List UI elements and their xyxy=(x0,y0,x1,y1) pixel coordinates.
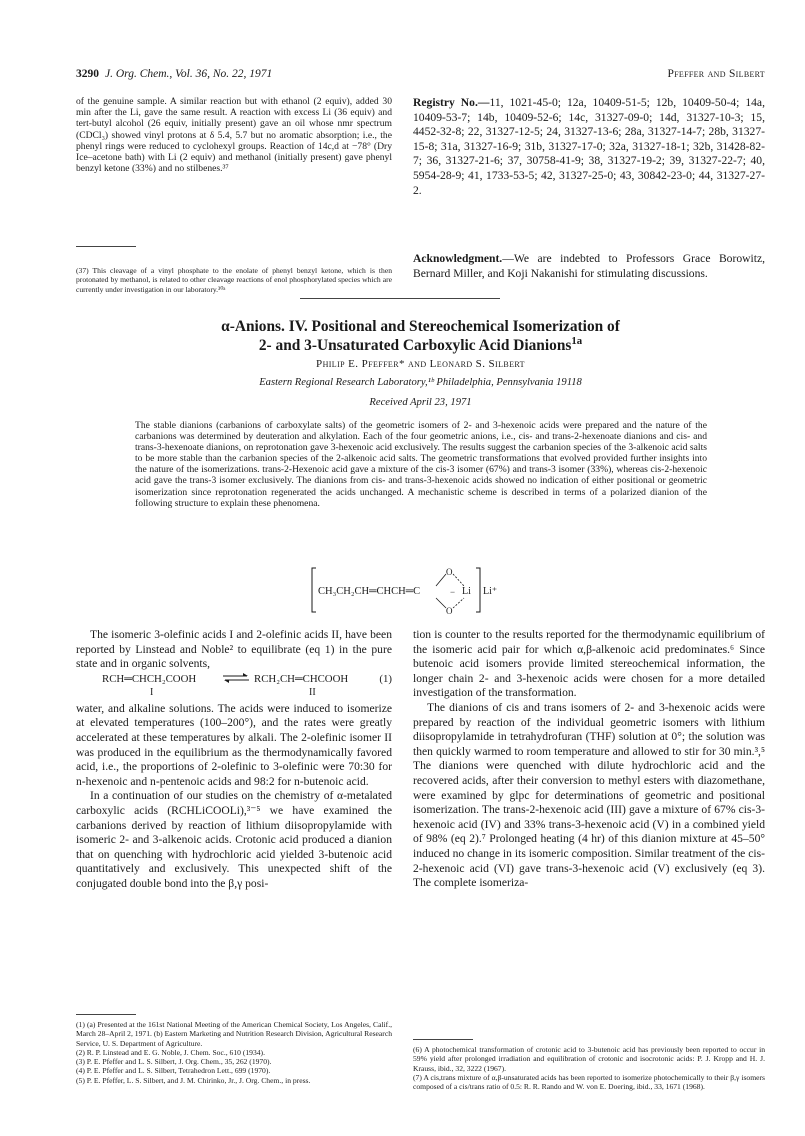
article-authors: Philip E. Pfeffer* and Leonard S. Silbert xyxy=(316,358,525,370)
running-authors: Pfeffer and Silbert xyxy=(667,68,765,80)
registry-text: 11, 1021-45-0; 12a, 10409-51-5; 12b, 10409-50-4; 14a, 10409-53-7; 14b, 10409-52-6; 14c, 31327-09-0; 14d, 31327-10-3; 15, 4452-32-8; 22, 31327-12-5; 24, 31327-13-6; 28a, 31327-14-7; 28b, 31327-15-8; 31a, 31327-16-9; 31b, 31327-17-0; 32a, 31327-18-1; 32b, 31428-82-7; 36, 31327-21-6; 37, 30758-41-9; 38, 31327-19-2; 39, 31327-22-7; 40, 5954-28-9; 41, 1733-53-5; 42, 31327-25-0; 43, 30842-23-0; 44, 31327-27-2. xyxy=(413,96,765,197)
structure-minus: − xyxy=(450,587,456,597)
footnote: (5) P. E. Pfeffer, L. S. Silbert, and J. M. Chirinko, Jr., J. Org. Chem., in press. xyxy=(76,1075,311,1085)
body-paragraph: The isomeric 3-olefinic acids I and 2-olefinic acids II, have been reported by Linstead and Noble² to equilibrate (eq 1) in the pure state and in organic solvents, xyxy=(76,628,392,671)
title-line-1: α-Anions. IV. Positional and Stereochemical Isomerization of xyxy=(221,318,620,335)
bond-o-li-top xyxy=(453,574,464,586)
right-bracket xyxy=(476,568,480,612)
equation-label-i: I xyxy=(150,686,154,698)
running-header xyxy=(76,68,765,84)
title-footnote-mark: 1a xyxy=(571,334,583,347)
footnote-rule xyxy=(76,1014,136,1015)
footnote: (4) P. E. Pfeffer and L. S. Silbert, Tetrahedron Lett., 699 (1970). xyxy=(76,1066,271,1076)
body-paragraph: tion is counter to the results reported for the thermodynamic equilibrium of the isomeric acid pair for which α,β-alkenoic acid predominates.⁶ Since butenoic acid isomers provide limited stereochemical information, the longer chain 2- and 3-hexenoic acids were chosen for a more detailed investigation of the transformation. xyxy=(413,628,765,700)
bond-o-li-bottom xyxy=(453,598,464,608)
article-separator xyxy=(300,298,500,299)
footnote: (6) A photochemical transformation of crotonic acid to 3-butenoic acid has previously been reported to occur in 59% yield after prolonged irradiation and equilibration of crotonic and isocrotonic acids: P. J. Kropp and H. J. Krauss, ibid., 32, 3222 (1967). xyxy=(413,1045,765,1073)
left-bracket xyxy=(312,568,316,612)
page-number: 3290 xyxy=(76,68,99,80)
article-title xyxy=(76,317,765,355)
structure-oxygen-top: O xyxy=(446,567,453,577)
ack-label: Acknowledgment. xyxy=(413,252,503,265)
registry-numbers xyxy=(413,96,765,198)
structure-lithium-outer: Li⁺ xyxy=(483,586,498,597)
footnote: (2) R. P. Linstead and E. G. Noble, J. Chem. Soc., 610 (1934). xyxy=(76,1047,265,1057)
affiliation: Eastern Regional Research Laboratory,¹ᵇ Philadelphia, Pennsylvania 19118 xyxy=(259,377,582,388)
equation-1 xyxy=(76,672,392,702)
body-right-column xyxy=(413,628,765,891)
footnotes-right xyxy=(413,1045,765,1091)
header-left xyxy=(76,68,272,80)
equation-rhs: RCH₂CH═CHCOOH xyxy=(254,672,349,685)
bond-c-o-bottom xyxy=(436,598,446,608)
previous-article-text: of the genuine sample. A similar reaction but with ethanol (2 equiv), added 30 min after the Li, gave the same result. A reaction with excess Li (36 equiv) and tert-butyl alcohol (26 equiv, initially present) gave an oil whose nmr spectrum (CDCl₃) showed vinyl protons at δ 5.4, 5.7 but no aromatic absorption; i.e., the phenyl rings were reduced to cyclohexyl groups. Reaction of 14c,d at −78° (Dry Ice–acetone bath) with Li (2 equiv) and methanol (initially present) gave phenyl benzyl ketone (33%) and no stilbenes.³⁷ xyxy=(76,96,392,175)
registry-label: Registry No.— xyxy=(413,96,490,109)
footnote-rule xyxy=(76,246,136,247)
bond-c-o-top xyxy=(436,574,446,586)
received-date: Received April 23, 1971 xyxy=(369,397,472,408)
journal-citation: J. Org. Chem., Vol. 36, No. 22, 1971 xyxy=(105,68,273,80)
title-line-2: 2- and 3-Unsaturated Carboxylic Acid Dianions xyxy=(258,337,572,354)
body-paragraph: The dianions of cis and trans isomers of 2- and 3-hexenoic acids were prepared by reaction of the individual geometric isomers with lithium diisopropylamide in tetrahydrofuran (THF) solution at 0°; the solution was then quickly warmed to room temperature and allowed to stir for 30 min.³,⁵ The dianions were quenched with dilute hydrochloric acid and the recovered acids, after their conversion to methyl esters with diazomethane, were examined by glpc for determinations of geometric and positional isomerization. The trans-2-hexenoic acid (III) gave a mixture of 67% cis-3-hexenoic acid (IV) and 33% trans-3-hexenoic acid (V) in a combined yield of 98% (eq 2).⁷ Prolonged heating (4 hr) of this dianion mixture at 45–50° induced no change in its isomeric composition. Similar treatment of the cis-2-hexenoic acid (VI) gave trans-3-hexenoic acid (V) exclusively (eq 3). The complete isomeriza- xyxy=(413,700,765,890)
footnote: (3) P. E. Pfeffer and L. S. Silbert, J. Org. Chem., 35, 262 (1970). xyxy=(76,1057,272,1067)
body-paragraph: In a continuation of our studies on the chemistry of α-metalated carboxylic acids (RCHLiCOOLi),³⁻⁵ we have examined the carbanions derived by reaction of lithium diisopropylamide with isomeric 2- and 3-alkenoic acids. Crotonic acid produced a dianion that on quenching with hydrochloric acid yielded 3-butenoic acid quantitatively and exclusively. This unexpected shift of the conjugated double bond into the β,γ posi- xyxy=(76,789,392,890)
body-left-column xyxy=(76,628,392,892)
structure-oxygen-bottom: O xyxy=(446,606,453,616)
footnote: (7) A cis,trans mixture of α,β-unsaturated acids has been reported to isomerize photochemically to their β,γ isomers composed of a cis/trans ratio of 0.5: R. R. Rando and W. von E. Doering, ibid., 33, 1671 (1968). xyxy=(413,1072,765,1092)
equation-label-ii: II xyxy=(309,686,316,698)
acknowledgment xyxy=(413,252,765,281)
body-paragraph: water, and alkaline solutions. The acids were induced to isomerize at elevated temperatures (100–200°), and the rates were greatly accelerated at these temperatures by alkali. The 2-olefinic isomer II was produced in the equilibrium as the thermodynamically favored acid, i.e., the proportions of 2-olefinic to 3-olefinic were 70:30 for n-hexenoic and n-pentenoic acids and 98:2 for n-butenoic acid. xyxy=(76,701,392,788)
footnote: (1) (a) Presented at the 161st National Meeting of the American Chemical Society, Los Angeles, Calif., March 28–April 2, 1971. (b) Eastern Marketing and Nutrition Research Division, Agricultural Research Service, U. S. Department of Agriculture. xyxy=(76,1020,392,1048)
footnotes-left xyxy=(76,1020,392,1085)
footnote-rule xyxy=(413,1039,473,1040)
ack-text: —We are indebted to Professors Grace Borowitz, Bernard Miller, and Koji Nakanishi for stimulating discussions. xyxy=(413,252,765,280)
abstract: The stable dianions (carbanions of carboxylate salts) of the geometric isomers of 2- and 3-hexenoic acids were prepared and the nature of the carbanions was determined by deuteration and alkylation. Each of the four geometric anions, i.e., cis- and trans-2-hexenoate dianions and cis- and trans-3-hexenoate dianions, on reprotonation gave 3-hexenoic acid exclusively. The results suggest the carbanion species of the 3-alkenoic acid salts to be more stable than the carbanion species of the 2-alkenoic acid salts. The geometric transformations that evolved provided further insights into the nature of the isomerizations. trans-2-Hexenoic acid gave a mixture of the cis-3 isomer (67%) and trans-3 isomer (33%), whereas cis-2-hexenoic acid gave the trans-3 isomer exclusively. The dianions from cis- and trans-3-hexenoic acids showed no indication of either positional or geometric isomerization since reprotonation regenerated the acids unchanged. A mechanistic scheme is described in terms of a polarized dianion of the following structure to explain these phenomena. xyxy=(135,420,707,509)
footnote-37: (37) This cleavage of a vinyl phosphate to the enolate of phenyl benzyl ketone, which is then protonated by methanol, is related to other cleavage reactions of enol phosphorylated species which are currently under investigation in our laboratory.³⁰ᵃ xyxy=(76,266,392,294)
equation-lhs: RCH═CHCH₂COOH xyxy=(102,672,197,685)
equation-number: (1) xyxy=(379,672,392,685)
structure-lithium-inner: Li xyxy=(462,586,471,597)
equilibrium-arrow xyxy=(221,672,251,684)
structure-chain: CH₃CH₂CH═CHCH═C xyxy=(318,586,421,597)
dianion-structure xyxy=(310,562,525,618)
